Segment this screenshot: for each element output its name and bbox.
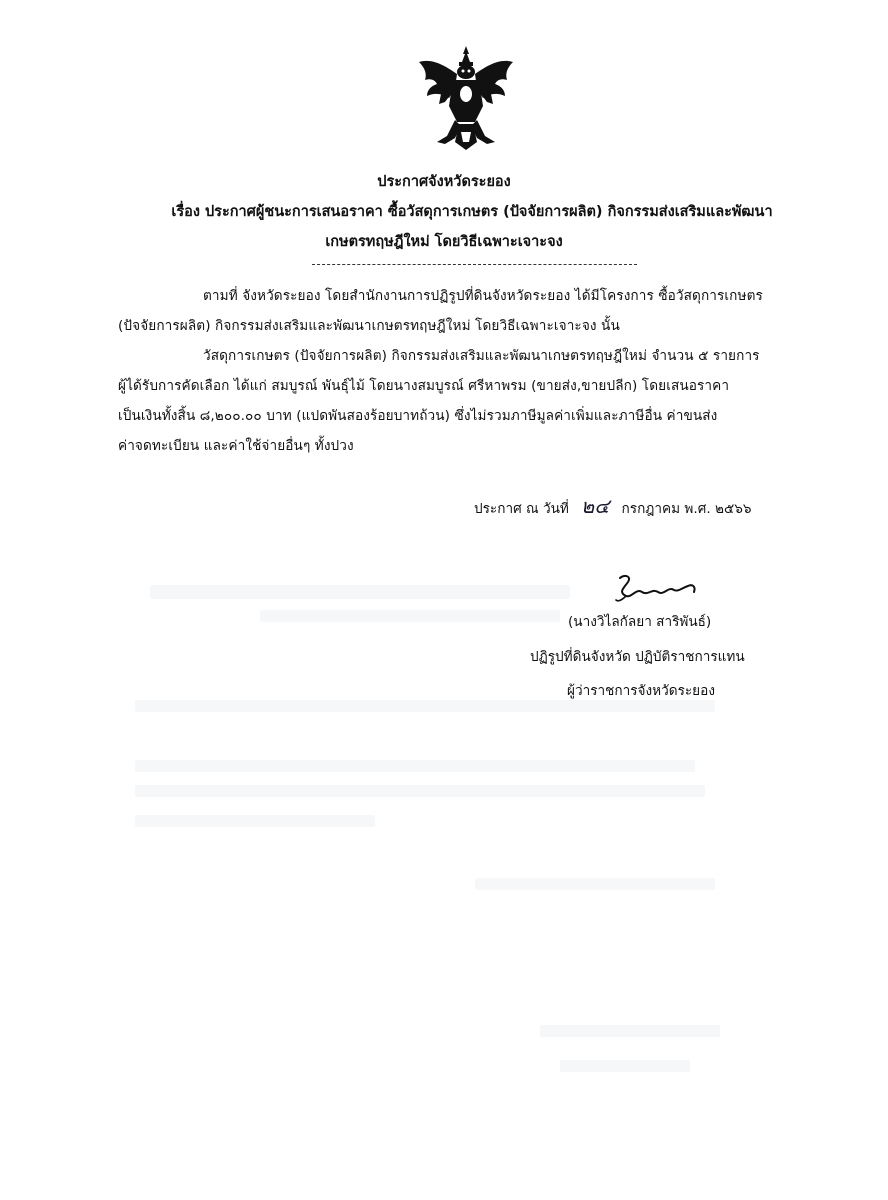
paragraph2-line2: ผู้ได้รับการคัดเลือก ได้แก่ สมบูรณ์ พันธุ์ไม้ โดยนางสมบูรณ์ ศรีหาพรม (ขายส่ง,ขายปลีก) โดยเสนอราคา xyxy=(118,378,730,394)
separator-rule xyxy=(312,264,637,265)
date-day-handwritten: ๒๔ xyxy=(581,494,610,518)
paragraph1-line2: (ปัจจัยการผลิต) กิจกรรมส่งเสริมและพัฒนาเกษตรทฤษฎีใหม่ โดยวิธีเฉพาะเจาะจง นั้น xyxy=(118,318,620,334)
bleed-through-mark xyxy=(560,1060,690,1072)
document-title: ประกาศจังหวัดระยอง xyxy=(377,174,511,190)
bleed-through-mark xyxy=(475,878,715,890)
bleed-through-mark xyxy=(540,1025,720,1037)
paragraph2-line3: เป็นเงินทั้งสิ้น ๘,๒๐๐.๐๐ บาท (แปดพันสองร้อยบาทถ้วน) ซึ่งไม่รวมภาษีมูลค่าเพิ่มและภาษีอื่น ค่าขนส่ง xyxy=(118,408,718,424)
bleed-through-mark xyxy=(135,785,705,797)
document-subject-line1: เรื่อง ประกาศผู้ชนะการเสนอราคา ซื้อวัสดุการเกษตร (ปัจจัยการผลิต) กิจกรรมส่งเสริมและพัฒนา xyxy=(171,204,773,220)
signatory-position-line1: ปฏิรูปที่ดินจังหวัด ปฏิบัติราชการแทน xyxy=(530,649,745,665)
paragraph2-line1: วัสดุการเกษตร (ปัจจัยการผลิต) กิจกรรมส่งเสริมและพัฒนาเกษตรทฤษฎีใหม่ จำนวน ๕ รายการ xyxy=(203,348,760,364)
document-subject-line2: เกษตรทฤษฎีใหม่ โดยวิธีเฉพาะเจาะจง xyxy=(325,234,563,250)
date-month-year: กรกฎาคม พ.ศ. ๒๕๖๖ xyxy=(621,501,752,517)
bleed-through-mark xyxy=(135,760,695,772)
bleed-through-mark xyxy=(260,610,560,622)
date-prefix: ประกาศ ณ วันที่ xyxy=(474,501,569,517)
bleed-through-mark xyxy=(150,585,570,599)
signatory-name: (นางวิไลกัลยา สาริพันธ์) xyxy=(568,614,712,630)
bleed-through-mark xyxy=(135,700,715,712)
signatory-position-line2: ผู้ว่าราชการจังหวัดระยอง xyxy=(567,683,715,699)
handwritten-signature xyxy=(612,570,702,606)
paragraph1-line1: ตามที่ จังหวัดระยอง โดยสำนักงานการปฏิรูปที่ดินจังหวัดระยอง ได้มีโครงการ ซื้อวัสดุการเกษตร xyxy=(203,288,763,304)
announcement-date xyxy=(474,490,752,522)
bleed-through-mark xyxy=(135,815,375,827)
paragraph2-line4: ค่าจดทะเบียน และค่าใช้จ่ายอื่นๆ ทั้งปวง xyxy=(118,438,354,454)
garuda-emblem-icon xyxy=(415,44,517,152)
